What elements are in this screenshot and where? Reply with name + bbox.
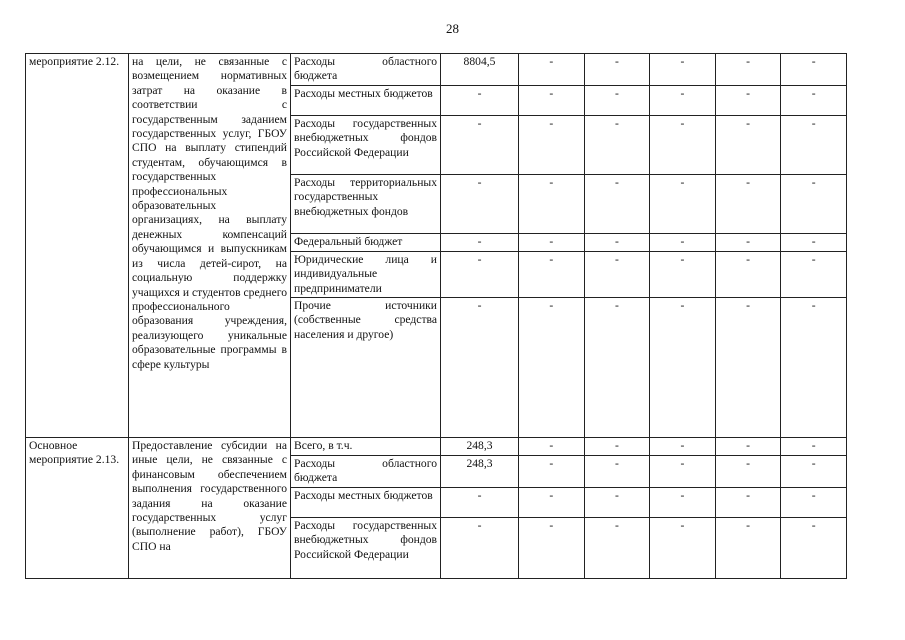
- funding-source: Расходы областного бюджета: [291, 456, 441, 488]
- total-value: 248,3: [441, 438, 519, 456]
- year-value: -: [519, 233, 585, 251]
- year-value: -: [650, 54, 716, 86]
- year-value: -: [715, 438, 781, 456]
- year-value: -: [584, 251, 650, 297]
- year-value: -: [519, 487, 585, 517]
- year-value: -: [781, 298, 847, 438]
- year-value: -: [715, 487, 781, 517]
- year-value: -: [519, 85, 585, 115]
- funding-source: Юридические лица и индивидуальные предприниматели: [291, 251, 441, 297]
- total-value: -: [441, 298, 519, 438]
- year-value: -: [715, 174, 781, 233]
- year-value: -: [781, 487, 847, 517]
- year-value: -: [715, 115, 781, 174]
- year-value: -: [519, 251, 585, 297]
- year-value: -: [584, 438, 650, 456]
- year-value: -: [650, 174, 716, 233]
- year-value: -: [650, 251, 716, 297]
- total-value: 8804,5: [441, 54, 519, 86]
- year-value: -: [519, 115, 585, 174]
- year-value: -: [519, 174, 585, 233]
- year-value: -: [519, 298, 585, 438]
- year-value: -: [650, 233, 716, 251]
- year-value: -: [519, 456, 585, 488]
- year-value: -: [584, 517, 650, 578]
- funding-source: Федеральный бюджет: [291, 233, 441, 251]
- funding-source: Расходы государственных внебюджетных фондов Российской Федерации: [291, 115, 441, 174]
- funding-source: Расходы областного бюджета: [291, 54, 441, 86]
- year-value: -: [584, 233, 650, 251]
- year-value: -: [715, 54, 781, 86]
- year-value: -: [781, 517, 847, 578]
- year-value: -: [781, 85, 847, 115]
- total-value: -: [441, 85, 519, 115]
- year-value: -: [584, 487, 650, 517]
- total-value: -: [441, 233, 519, 251]
- measure-description: Предоставление субсидии на иные цели, не связанные с финансовым обеспечением выполнения государственного задания на оказание государственных услуг (выполнение работ), ГБОУ СПО на: [129, 438, 291, 579]
- year-value: -: [781, 54, 847, 86]
- year-value: -: [781, 115, 847, 174]
- year-value: -: [650, 487, 716, 517]
- year-value: -: [584, 85, 650, 115]
- measure-description: на цели, не связанные с возмещением нормативных затрат на оказание в соответствии с государственным заданием государственных услуг, ГБОУ СПО на выплату стипендий студентам, обучающимся в государственных профессиональных образовательных организациях, на выплату денежных компенсаций обучающимся и выпускникам из числа детей-сирот, на социальную поддержку учащихся и студентов среднего профессионального образования учреждения, реализующего уникальные образовательные программы в сфере культуры: [129, 54, 291, 438]
- funding-source: Всего, в т.ч.: [291, 438, 441, 456]
- table-row: [26, 54, 847, 86]
- year-value: -: [584, 54, 650, 86]
- funding-source: Расходы местных бюджетов: [291, 487, 441, 517]
- year-value: -: [584, 174, 650, 233]
- year-value: -: [650, 85, 716, 115]
- budget-table: [25, 53, 847, 579]
- funding-source: Расходы территориальных государственных внебюджетных фондов: [291, 174, 441, 233]
- year-value: -: [650, 456, 716, 488]
- year-value: -: [715, 233, 781, 251]
- year-value: -: [650, 115, 716, 174]
- year-value: -: [519, 54, 585, 86]
- total-value: 248,3: [441, 456, 519, 488]
- funding-source: Расходы государственных внебюджетных фондов Российской Федерации: [291, 517, 441, 578]
- total-value: -: [441, 517, 519, 578]
- year-value: -: [650, 517, 716, 578]
- year-value: -: [781, 251, 847, 297]
- year-value: -: [781, 233, 847, 251]
- year-value: -: [584, 115, 650, 174]
- year-value: -: [584, 298, 650, 438]
- year-value: -: [715, 517, 781, 578]
- total-value: -: [441, 115, 519, 174]
- measure-code: Основное мероприятие 2.13.: [26, 438, 129, 579]
- year-value: -: [715, 85, 781, 115]
- year-value: -: [715, 456, 781, 488]
- total-value: -: [441, 174, 519, 233]
- funding-source: Прочие источники (собственные средства населения и другое): [291, 298, 441, 438]
- year-value: -: [715, 298, 781, 438]
- year-value: -: [519, 517, 585, 578]
- funding-source: Расходы местных бюджетов: [291, 85, 441, 115]
- measure-code: мероприятие 2.12.: [26, 54, 129, 438]
- budget-table-body: [26, 54, 847, 579]
- year-value: -: [650, 298, 716, 438]
- year-value: -: [584, 456, 650, 488]
- total-value: -: [441, 487, 519, 517]
- year-value: -: [781, 438, 847, 456]
- year-value: -: [781, 456, 847, 488]
- year-value: -: [519, 438, 585, 456]
- year-value: -: [781, 174, 847, 233]
- total-value: -: [441, 251, 519, 297]
- year-value: -: [650, 438, 716, 456]
- year-value: -: [715, 251, 781, 297]
- table-row: [26, 438, 847, 456]
- page-number: 28: [446, 21, 459, 36]
